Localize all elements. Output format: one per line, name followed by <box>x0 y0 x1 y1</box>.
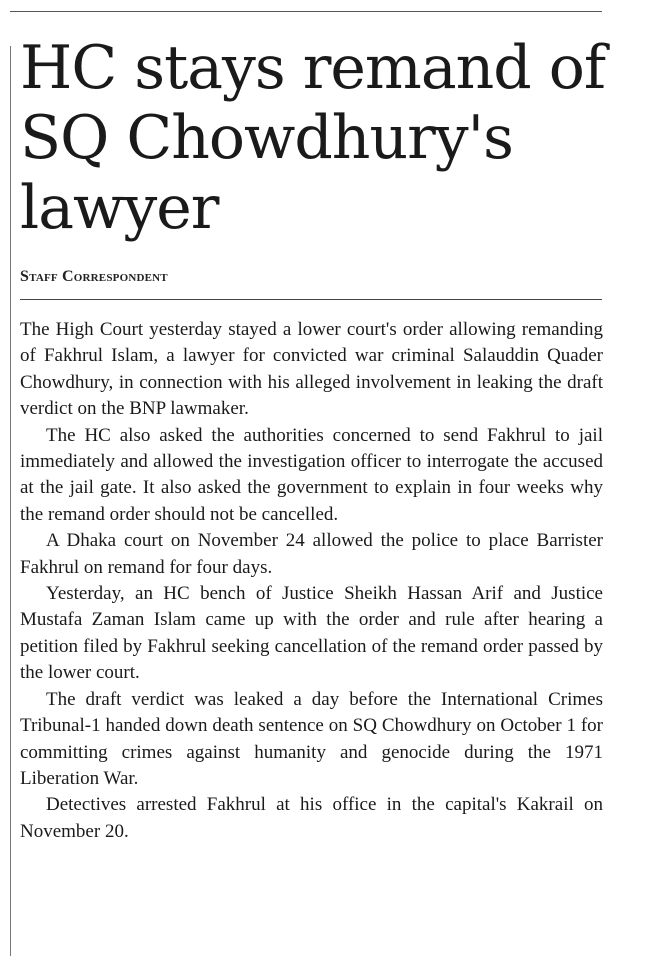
paragraph-5: The draft verdict was leaked a day before the International Crimes Tribunal-1 handed down death sentence on SQ Chowdhury on October 1 for committing crimes against humanity and genocide during the 1971 Liberation War. <box>20 688 603 789</box>
paragraph-3: A Dhaka court on November 24 allowed the police to place Barrister Fakhrul on remand for four days. <box>20 530 603 578</box>
byline: Staff Correspondent <box>20 268 168 285</box>
paragraph-4: Yesterday, an HC bench of Justice Sheikh Hassan Arif and Justice Mustafa Zaman Islam came up with the order and rule after hearing a petition filed by Fakhrul seeking cancellation of the remand order passed by the lower court. <box>20 583 603 684</box>
paragraph-2: The HC also asked the authorities concerned to send Fakhrul to jail immediately and allowed the investigation officer to interrogate the accused at the jail gate. It also asked the government to explain in four weeks why the remand order should not be cancelled. <box>20 424 603 525</box>
top-rule <box>10 11 602 12</box>
article-body <box>20 317 603 845</box>
paragraph-1: The High Court yesterday stayed a lower court's order allowing remanding of Fakhrul Islam, a lawyer for convicted war criminal Salauddin Quader Chowdhury, in connection with his alleged involvement in leaking the draft verdict on the BNP lawmaker. <box>20 319 603 420</box>
byline-rule <box>20 299 602 300</box>
paragraph-6: Detectives arrested Fakhrul at his office in the capital's Kakrail on November 20. <box>20 794 603 842</box>
left-column-rule <box>10 46 11 956</box>
headline: HC stays remand of SQ Chowdhury's lawyer <box>20 33 606 243</box>
